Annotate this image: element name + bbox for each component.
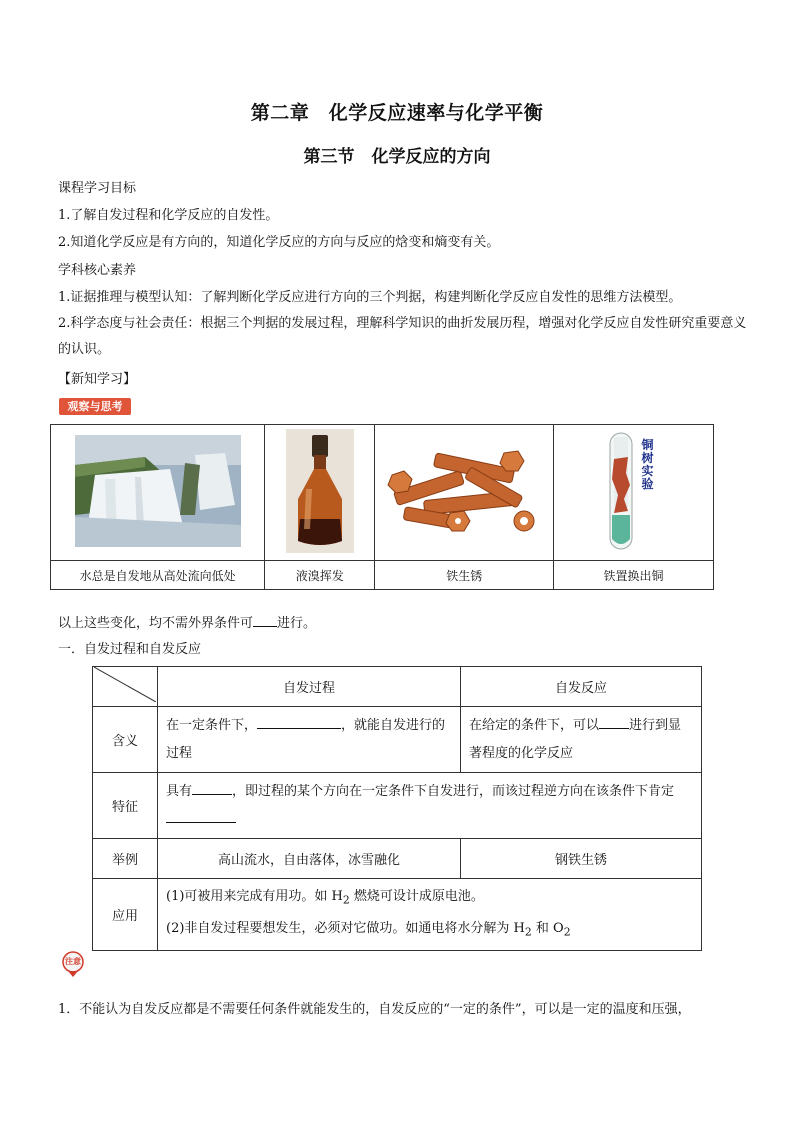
summary-text-before: 以上这些变化，均不需外界条件可	[58, 616, 254, 631]
observation-image-table	[50, 424, 714, 590]
note-icon-label: 注意	[65, 957, 81, 966]
chapter-title: 第二章 化学反应速率与化学平衡	[250, 102, 544, 124]
example-reaction: 钢铁生锈	[461, 839, 702, 879]
concept-table	[92, 666, 702, 951]
meaning-process-text-a: 在一定条件下，	[166, 717, 258, 733]
row-label-feature: 特征	[93, 773, 158, 839]
diagonal-line	[94, 667, 156, 702]
objective-item-1: 1.了解自发过程和化学反应的自发性。	[58, 208, 279, 223]
copper-tree-picture	[584, 429, 684, 557]
objectives-heading: 课程学习目标	[58, 181, 137, 196]
waterfall-image	[51, 425, 265, 561]
table-corner-cell	[93, 667, 158, 707]
row-label-example: 举例	[93, 839, 158, 879]
meaning-reaction-text-a: 在给定的条件下，可以	[469, 717, 600, 733]
section-title: 第三节 化学反应的方向	[303, 147, 491, 167]
feature-text-b: ，即过程的某个方向在一定条件下自发进行，而该过程逆方向在该条件下肯定	[232, 783, 675, 799]
meaning-reaction-cell	[461, 707, 702, 773]
literacy-item-2: 2.科学态度与社会责任：根据三个判据的发展过程，理解科学知识的曲折发展历程，增强对化学反应自发性研究重要意义的认识。	[58, 316, 747, 357]
note-icon	[60, 951, 86, 977]
objective-item-2: 2.知道化学反应是有方向的，知道化学反应的方向与反应的焓变和熵变有关。	[58, 235, 500, 250]
application-2-text-mid: 和 O	[531, 920, 564, 936]
application-2-sub-2: 2	[563, 925, 571, 939]
meaning-reaction-blank	[599, 714, 629, 729]
literacy-item-1: 1.证据推理与模型认知：了解判断化学反应进行方向的三个判据，构建判断化学反应自发性的思维方法模型。	[58, 290, 682, 305]
row-label-meaning: 含义	[93, 707, 158, 773]
feature-text-a: 具有	[166, 783, 193, 799]
note-item-1: 1．不能认为自发反应都是不需要任何条件就能发生的，自发反应的“一定的条件”，可以是一定的温度和压强，	[58, 1002, 691, 1017]
summary-text-after: 进行。	[277, 616, 317, 631]
feature-cell	[158, 773, 702, 839]
application-2-sub-1: 2	[524, 925, 532, 939]
application-cell	[158, 879, 702, 951]
bromine-bottle-image	[265, 425, 375, 561]
summary-sentence	[58, 612, 316, 634]
application-1-text-b: 燃烧可设计成原电池。	[349, 889, 484, 904]
feature-blank-1	[192, 780, 232, 795]
copper-tree-label: 铜树实验	[641, 437, 654, 491]
literacy-heading: 学科核心素养	[58, 263, 137, 278]
waterfall-picture	[75, 435, 241, 547]
header-process: 自发过程	[158, 667, 461, 707]
meaning-process-cell	[158, 707, 461, 773]
meaning-reaction-text-b: 进行到显著程度的化学反应	[469, 717, 682, 761]
caption-waterfall: 水总是自发地从高处流向低处	[51, 561, 265, 590]
summary-blank	[253, 612, 277, 627]
application-1-sub: 2	[342, 893, 350, 907]
bromine-bottle-picture	[286, 429, 354, 553]
application-line-2	[166, 915, 693, 947]
section1-heading: 一．自发过程和自发反应	[58, 642, 202, 657]
application-line-1	[166, 883, 693, 915]
new-learning-heading: 【新知学习】	[58, 372, 137, 387]
rusty-bolts-picture	[384, 441, 544, 541]
test-tube-picture	[584, 429, 684, 557]
caption-rust: 铁生锈	[375, 561, 554, 590]
application-2-text-a: (2)非自发过程要想发生，必须对它做功。如通电将水分解为 H	[166, 920, 525, 936]
row-label-application: 应用	[93, 879, 158, 951]
rusty-bolts-image	[375, 425, 554, 561]
caption-copper: 铁置换出铜	[554, 561, 714, 590]
caption-bromine: 液溴挥发	[265, 561, 375, 590]
application-1-text-a: (1)可被用来完成有用功。如 H	[166, 889, 343, 904]
copper-tree-image	[554, 425, 714, 561]
feature-blank-2	[166, 808, 236, 823]
meaning-process-text-b: ，就能自发进行的过程	[166, 717, 446, 761]
header-reaction: 自发反应	[461, 667, 702, 707]
observe-badge: 观察与思考	[59, 398, 131, 415]
meaning-process-blank	[257, 714, 341, 729]
example-process: 高山流水，自由落体，冰雪融化	[158, 839, 461, 879]
